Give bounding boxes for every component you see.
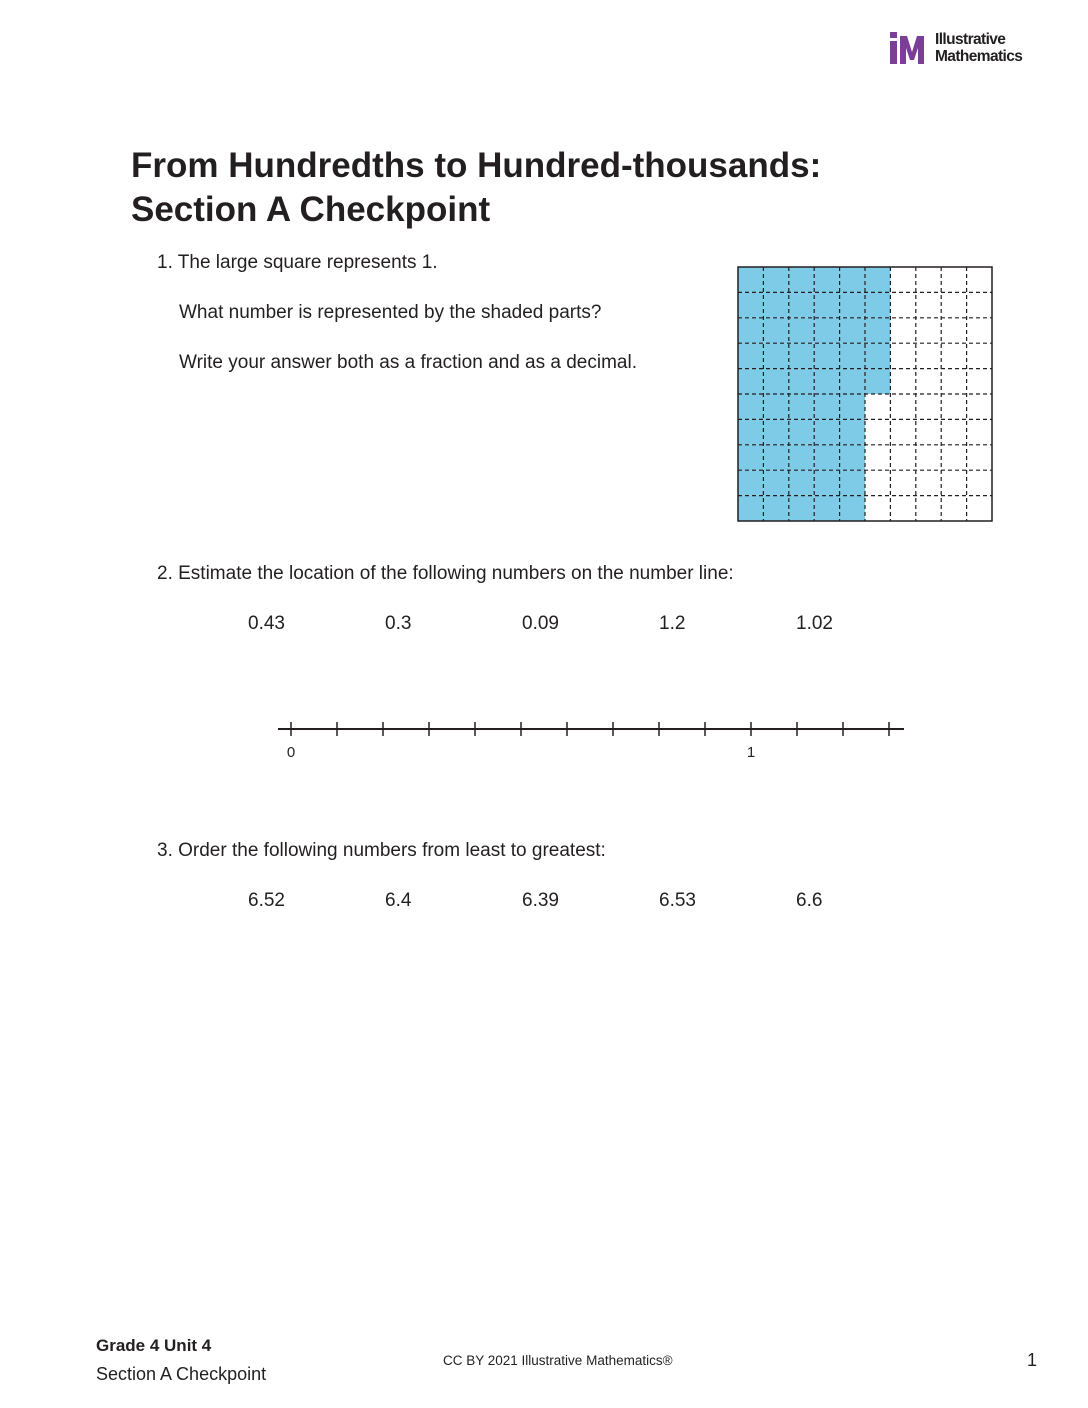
shaded-cell — [840, 394, 865, 419]
shaded-cell — [840, 292, 865, 317]
shaded-cell — [763, 496, 788, 521]
q3-number: 6.39 — [522, 890, 559, 911]
shaded-cell — [763, 369, 788, 394]
q3-number: 6.4 — [385, 890, 412, 911]
q2-number: 0.3 — [385, 613, 412, 634]
shaded-cell — [763, 394, 788, 419]
shaded-cell — [840, 470, 865, 495]
q2-number: 0.43 — [248, 613, 285, 634]
shaded-cell — [738, 470, 763, 495]
shaded-cell — [738, 292, 763, 317]
shaded-cell — [840, 318, 865, 343]
q2-prompt: 2. Estimate the location of the following numbers on the number line: — [157, 563, 734, 584]
shaded-cell — [814, 343, 839, 368]
page-number: 1 — [1027, 1350, 1038, 1370]
shaded-cell — [865, 343, 890, 368]
q1-prompt: 1. The large square represents 1. — [157, 252, 438, 273]
shaded-cell — [814, 369, 839, 394]
page-title — [131, 144, 821, 232]
shaded-cell — [840, 267, 865, 292]
shaded-cell — [738, 318, 763, 343]
shaded-cell — [738, 267, 763, 292]
q3-number: 6.53 — [659, 890, 696, 911]
shaded-cell — [738, 394, 763, 419]
shaded-cell — [738, 419, 763, 444]
shaded-cell — [763, 343, 788, 368]
shaded-cell — [789, 419, 814, 444]
shaded-cell — [763, 419, 788, 444]
shaded-cell — [763, 267, 788, 292]
shaded-cell — [840, 419, 865, 444]
shaded-cell — [865, 318, 890, 343]
q3-prompt: 3. Order the following numbers from least to greatest: — [157, 840, 606, 861]
logo-text — [935, 31, 1022, 65]
q3-number: 6.52 — [248, 890, 285, 911]
im-logo-icon — [888, 30, 932, 66]
number-line — [270, 712, 910, 768]
number-line-label: 1 — [746, 744, 756, 761]
shaded-cell — [865, 369, 890, 394]
shaded-cell — [738, 445, 763, 470]
shaded-cell — [840, 369, 865, 394]
shaded-cell — [763, 470, 788, 495]
q1-line3: Write your answer both as a fraction and as a decimal. — [179, 352, 637, 373]
shaded-cell — [738, 343, 763, 368]
shaded-cell — [789, 292, 814, 317]
number-line-label: 0 — [286, 744, 296, 761]
q2-number: 1.02 — [796, 613, 833, 634]
shaded-cell — [789, 394, 814, 419]
shaded-cell — [763, 292, 788, 317]
shaded-cell — [840, 445, 865, 470]
logo-line2: Mathematics — [935, 48, 1023, 65]
shaded-cell — [738, 496, 763, 521]
q3-number: 6.6 — [796, 890, 823, 911]
shaded-cell — [814, 318, 839, 343]
shaded-cell — [814, 292, 839, 317]
shaded-cell — [814, 445, 839, 470]
q2-number: 1.2 — [659, 613, 686, 634]
shaded-cell — [814, 267, 839, 292]
logo-line1: Illustrative — [935, 31, 1006, 48]
shaded-cell — [789, 267, 814, 292]
illustrative-mathematics-logo — [888, 30, 1048, 70]
q2-number: 0.09 — [522, 613, 559, 634]
shaded-cell — [789, 369, 814, 394]
shaded-cell — [814, 470, 839, 495]
footer-license: CC BY 2021 Illustrative Mathematics® — [443, 1353, 673, 1368]
footer-grade: Grade 4 Unit 4 — [96, 1336, 212, 1355]
shaded-cell — [814, 419, 839, 444]
q1-line2: What number is represented by the shaded parts? — [179, 302, 602, 323]
shaded-cell — [789, 470, 814, 495]
shaded-cell — [865, 292, 890, 317]
title-line1: From Hundredths to Hundred-thousands: — [131, 146, 822, 185]
hundredths-grid — [737, 266, 993, 522]
shaded-cell — [789, 343, 814, 368]
footer-section: Section A Checkpoint — [96, 1364, 267, 1384]
shaded-cell — [814, 496, 839, 521]
shaded-cell — [865, 267, 890, 292]
shaded-cell — [763, 318, 788, 343]
shaded-cell — [763, 445, 788, 470]
shaded-cell — [789, 445, 814, 470]
shaded-cell — [789, 496, 814, 521]
title-line2: Section A Checkpoint — [131, 190, 491, 229]
shaded-cell — [840, 496, 865, 521]
shaded-cell — [738, 369, 763, 394]
shaded-cell — [840, 343, 865, 368]
shaded-cell — [789, 318, 814, 343]
shaded-cell — [814, 394, 839, 419]
